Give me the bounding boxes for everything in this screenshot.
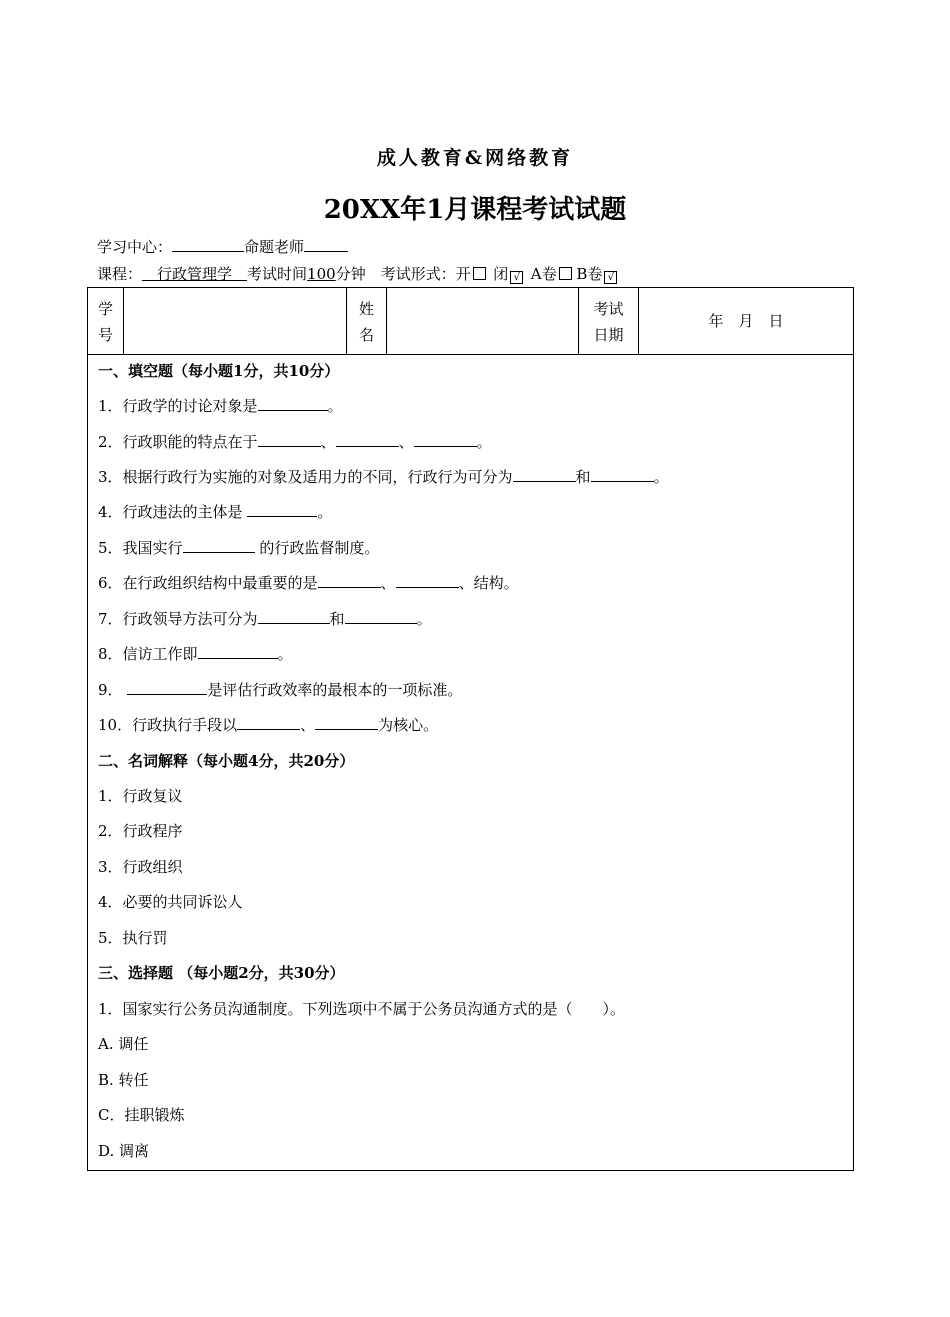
option-b[interactable]: B. 转任 bbox=[98, 1071, 149, 1089]
exam-time-unit: 分钟 bbox=[335, 265, 366, 283]
exam-date-field[interactable]: 年 月 日 bbox=[708, 312, 784, 330]
answer-blank[interactable] bbox=[258, 431, 321, 447]
closed-checkbox[interactable]: √ bbox=[510, 271, 523, 284]
student-info-table bbox=[88, 288, 853, 355]
course-name: 行政管理学 bbox=[157, 265, 233, 283]
course-label: 课程： bbox=[97, 265, 143, 283]
institution-subtitle: 成人教育&网络教育 bbox=[376, 147, 574, 169]
question-2-4: 4．必要的共同诉讼人 bbox=[98, 893, 243, 911]
course-line bbox=[97, 263, 617, 284]
answer-blank[interactable] bbox=[336, 431, 399, 447]
question-1-3: 3．根据行政行为实施的对象及适用力的不同，行政行为可分为 和 。 bbox=[98, 468, 669, 486]
answer-blank[interactable] bbox=[315, 714, 378, 730]
teacher-blank[interactable] bbox=[304, 236, 348, 252]
answer-blank[interactable] bbox=[247, 501, 317, 517]
answer-blank[interactable] bbox=[414, 431, 477, 447]
exam-time-label: 考试时间 bbox=[247, 265, 308, 283]
answer-blank[interactable] bbox=[345, 608, 417, 624]
option-c[interactable]: C．挂职锻炼 bbox=[98, 1106, 185, 1124]
question-1-1: 1．行政学的讨论对象是 。 bbox=[98, 397, 343, 415]
open-checkbox[interactable] bbox=[473, 267, 486, 280]
question-2-2: 2．行政程序 bbox=[98, 822, 183, 840]
question-1-7: 7．行政领导方法可分为 和 。 bbox=[98, 610, 432, 628]
option-a[interactable]: A. 调任 bbox=[98, 1035, 149, 1053]
question-3-1: 1．国家实行公务员沟通制度。下列选项中不属于公务员沟通方式的是（ ）。 bbox=[98, 1000, 626, 1018]
question-1-9: 9． 是评估行政效率的最根本的一项标准。 bbox=[98, 681, 463, 699]
open-label: 开 bbox=[455, 265, 471, 283]
question-1-10: 10．行政执行手段以 、 为核心。 bbox=[98, 716, 439, 734]
exam-date-label: 考试 日期 bbox=[593, 300, 624, 344]
exam-form-label: 考试形式： bbox=[380, 265, 456, 283]
student-id-field[interactable] bbox=[124, 296, 346, 346]
question-1-2: 2．行政职能的特点在于 、 、 。 bbox=[98, 433, 492, 451]
section-multiple-choice-title: 三、选择题 （每小题2分，共30分） bbox=[98, 964, 345, 982]
exam-title: 20XX年1月课程考试试题 bbox=[323, 195, 627, 225]
student-id-label: 学 号 bbox=[97, 300, 113, 344]
question-1-5: 5．我国实行 的行政监督制度。 bbox=[98, 539, 380, 557]
question-2-3: 3．行政组织 bbox=[98, 858, 183, 876]
paper-a-label: A卷 bbox=[530, 265, 557, 283]
answer-blank[interactable] bbox=[258, 608, 330, 624]
paper-b-checkbox[interactable]: √ bbox=[604, 271, 617, 284]
question-2-1: 1．行政复议 bbox=[98, 787, 183, 805]
answer-blank[interactable] bbox=[237, 714, 300, 730]
question-1-6: 6．在行政组织结构中最重要的是 、 、结构。 bbox=[98, 574, 519, 592]
question-1-4: 4．行政违法的主体是 。 bbox=[98, 503, 333, 521]
question-1-8: 8．信访工作即 。 bbox=[98, 645, 293, 663]
answer-blank[interactable] bbox=[396, 572, 459, 588]
study-center-blank[interactable] bbox=[172, 236, 244, 252]
answer-blank[interactable] bbox=[198, 643, 278, 659]
name-label: 姓 名 bbox=[358, 300, 374, 344]
study-center-label: 学习中心： bbox=[97, 238, 173, 256]
study-center-line bbox=[97, 236, 348, 257]
name-field[interactable] bbox=[387, 296, 578, 346]
exam-paper-box bbox=[87, 287, 854, 1171]
option-d[interactable]: D. 调离 bbox=[98, 1142, 150, 1160]
answer-blank[interactable] bbox=[591, 466, 654, 482]
paper-b-label: B卷 bbox=[576, 265, 603, 283]
answer-blank[interactable] bbox=[258, 395, 328, 411]
answer-blank[interactable] bbox=[318, 572, 381, 588]
closed-label: 闭 bbox=[493, 265, 509, 283]
section-fill-blank-title: 一、填空题（每小题1分，共10分） bbox=[98, 362, 340, 380]
answer-blank[interactable] bbox=[127, 679, 207, 695]
paper-a-checkbox[interactable] bbox=[559, 267, 572, 280]
teacher-label: 命题老师 bbox=[244, 238, 305, 256]
section-term-explanation-title: 二、名词解释（每小题4分，共20分） bbox=[98, 752, 355, 770]
exam-time-value: 100 bbox=[307, 265, 336, 283]
answer-blank[interactable] bbox=[513, 466, 576, 482]
answer-blank[interactable] bbox=[183, 537, 255, 553]
question-2-5: 5．执行罚 bbox=[98, 929, 168, 947]
